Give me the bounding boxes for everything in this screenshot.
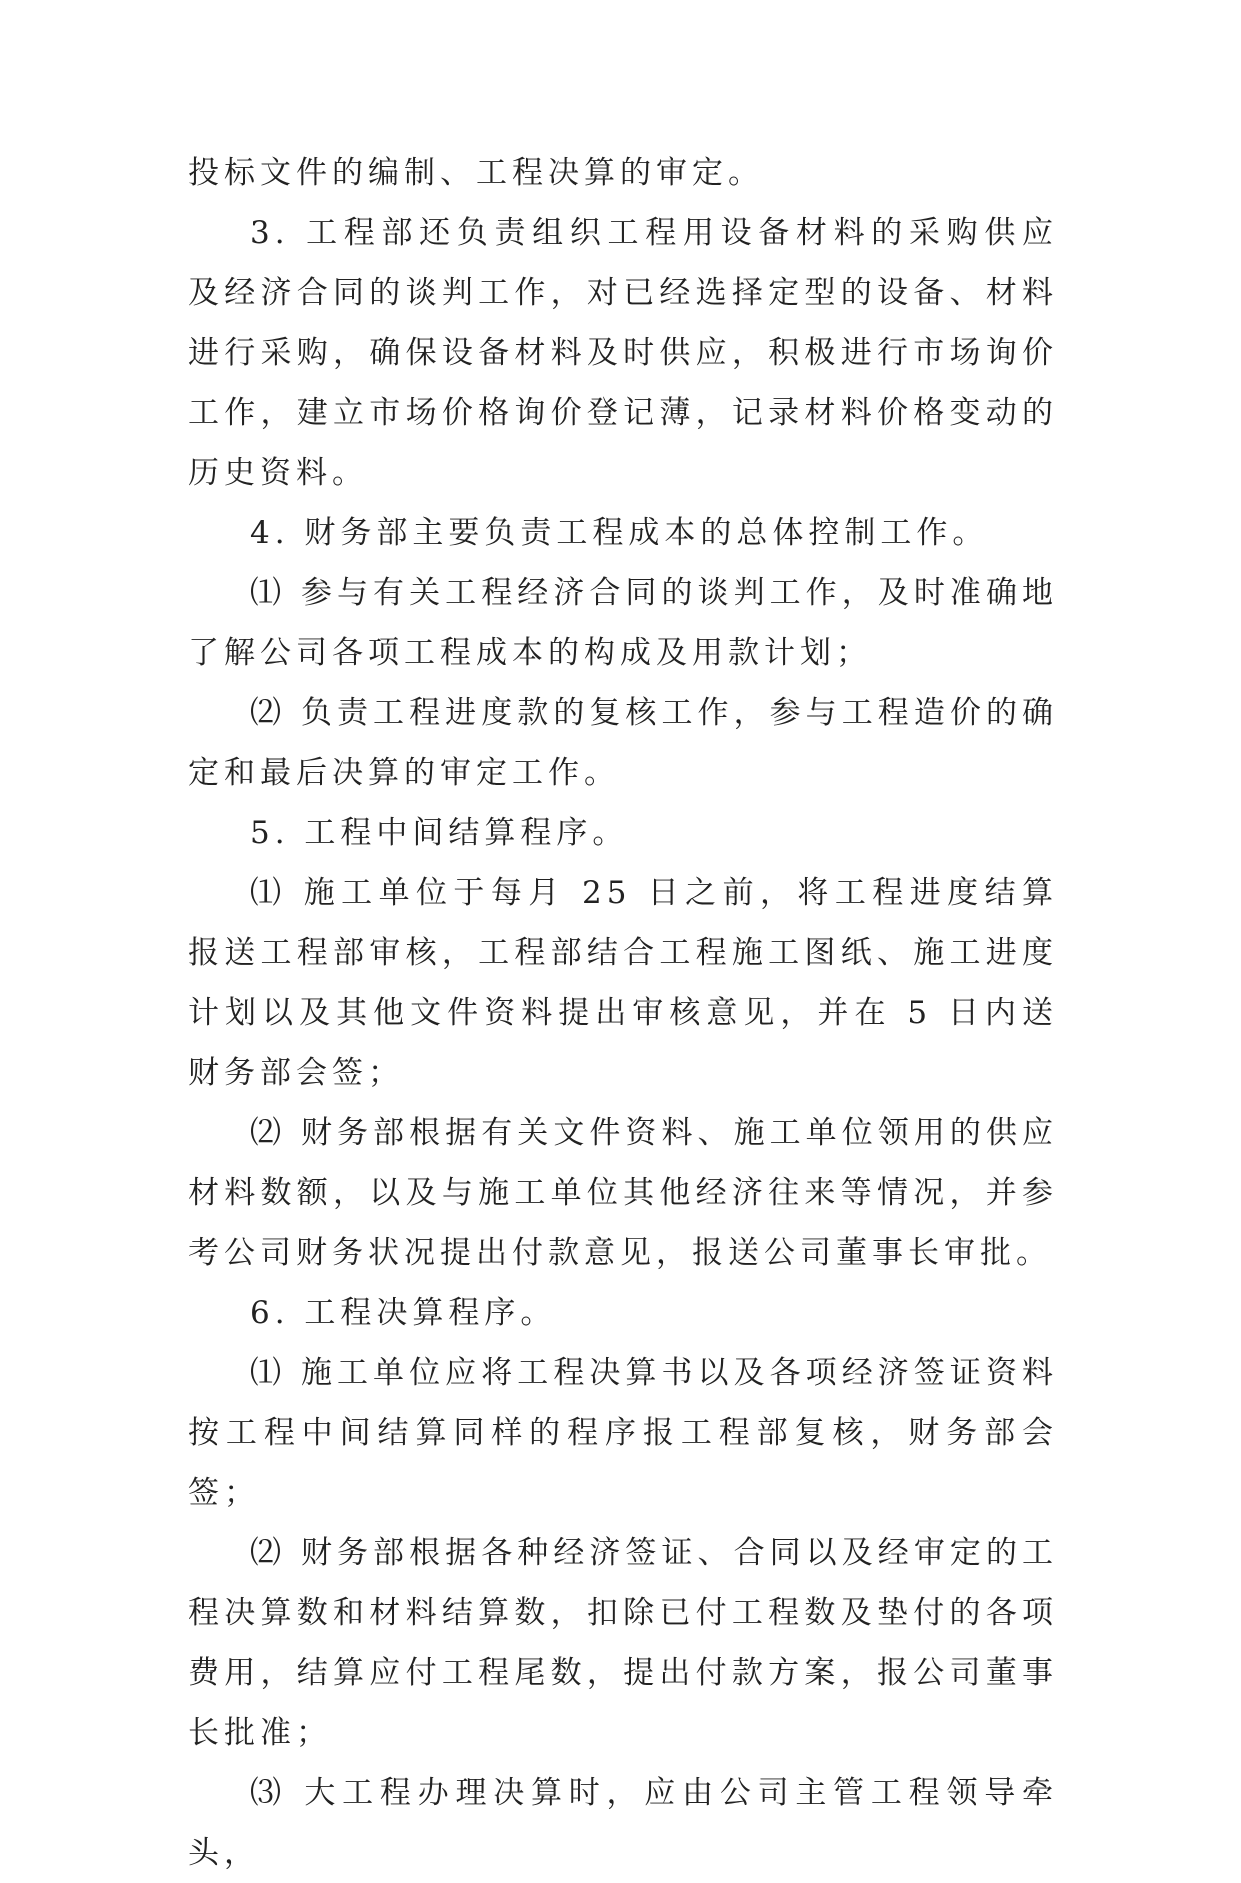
paragraph-1: 投标文件的编制、工程决算的审定。 — [188, 155, 764, 191]
paragraph-5: ⑵ 负责工程进度款的复核工作，参与工程造价的确定和最后决算的审定工作。 — [188, 695, 1058, 791]
paragraph-4: ⑴ 参与有关工程经济合同的谈判工作，及时准确地了解公司各项工程成本的构成及用款计划； — [188, 575, 1058, 671]
paragraph-11: ⑵ 财务部根据各种经济签证、合同以及经审定的工程决算数和材料结算数，扣除已付工程数及垫付的各项费用，结算应付工程尾数，提出付款方案，报公司董事长批准； — [188, 1535, 1058, 1751]
paragraph-6: 5. 工程中间结算程序。 — [250, 815, 629, 851]
paragraph-8: ⑵ 财务部根据有关文件资料、施工单位领用的供应材料数额，以及与施工单位其他经济往来等情况，并参考公司财务状况提出付款意见，报送公司董事长审批。 — [188, 1115, 1058, 1271]
paragraph-3: 4. 财务部主要负责工程成本的总体控制工作。 — [250, 515, 989, 551]
document-page — [188, 143, 1058, 1883]
paragraph-10: ⑴ 施工单位应将工程决算书以及各项经济签证资料按工程中间结算同样的程序报工程部复核，财务部会签； — [188, 1355, 1058, 1511]
paragraph-12: ⑶ 大工程办理决算时，应由公司主管工程领导牵头， — [188, 1775, 1058, 1871]
paragraph-7: ⑴ 施工单位于每月 25 日之前，将工程进度结算报送工程部审核，工程部结合工程施工图纸、施工进度计划以及其他文件资料提出审核意见，并在 5 日内送财务部会签； — [188, 875, 1058, 1091]
paragraph-9: 6. 工程决算程序。 — [250, 1295, 557, 1331]
paragraph-2: 3. 工程部还负责组织工程用设备材料的采购供应及经济合同的谈判工作，对已经选择定型的设备、材料进行采购，确保设备材料及时供应，积极进行市场询价工作，建立市场价格询价登记薄，记录材料价格变动的历史资料。 — [188, 215, 1058, 491]
